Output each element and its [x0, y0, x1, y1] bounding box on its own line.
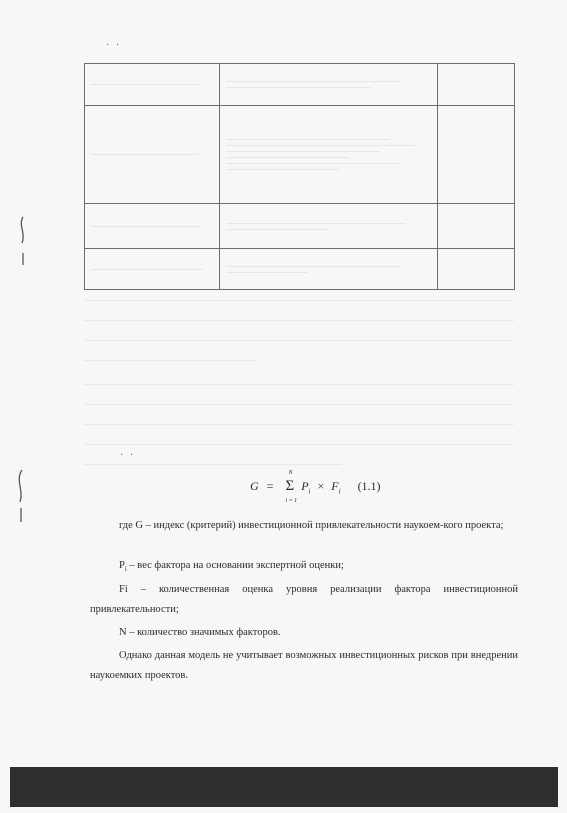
equation-number: (1.1) — [357, 479, 381, 493]
scan-dots-top: · · — [106, 40, 122, 51]
sum-upper-limit: N — [288, 470, 293, 476]
table-cell — [438, 249, 515, 290]
table-cell — [220, 64, 438, 106]
formula-p: $P_i$ — [301, 479, 311, 496]
table-cell — [85, 106, 220, 204]
margin-mark-upper — [16, 215, 30, 267]
table-cell — [220, 249, 438, 290]
closing-paragraph: Однако данная модель не учитывает возможных инвестиционных рисков при внедрении наукоемких проектов. — [90, 650, 518, 681]
table-cell — [220, 106, 438, 204]
faded-paragraph-2 — [84, 384, 514, 484]
scan-dots-mid: · · — [120, 450, 136, 461]
table-cell — [85, 64, 220, 106]
table-cell — [438, 106, 515, 204]
formula-times: × — [317, 479, 325, 493]
criteria-table — [84, 63, 515, 290]
definition-p: $P_i$ – вес фактора на основании экспертной оценки; — [119, 560, 344, 574]
definition-g: где G – индекс (критерий) инвестиционной привлекательности наукоем-кого проекта; — [119, 520, 504, 531]
margin-mark-lower — [12, 468, 28, 524]
table-cell — [438, 64, 515, 106]
table-row — [85, 64, 515, 106]
table-cell — [220, 204, 438, 249]
table-cell — [438, 204, 515, 249]
sum-lower-limit: i = 1 — [285, 498, 298, 504]
faded-paragraph-1 — [84, 300, 514, 380]
table-cell — [85, 249, 220, 290]
formula-1-1 — [250, 470, 381, 504]
table-row — [85, 106, 515, 204]
definition-n: N – количество значимых факторов. — [119, 627, 281, 638]
table-cell — [85, 204, 220, 249]
sum-symbol: Σ N i = 1 — [285, 470, 298, 504]
formula-f: $F_i$ — [331, 479, 341, 496]
scan-footer-bar — [10, 767, 558, 807]
formula-eq: = — [266, 479, 274, 493]
table-row — [85, 204, 515, 249]
definition-f: Fi – количественная оценка уровня реализации фактора инвестиционной привлекательности; — [90, 584, 518, 615]
formula-lhs: G — [250, 479, 259, 493]
table-row — [85, 249, 515, 290]
